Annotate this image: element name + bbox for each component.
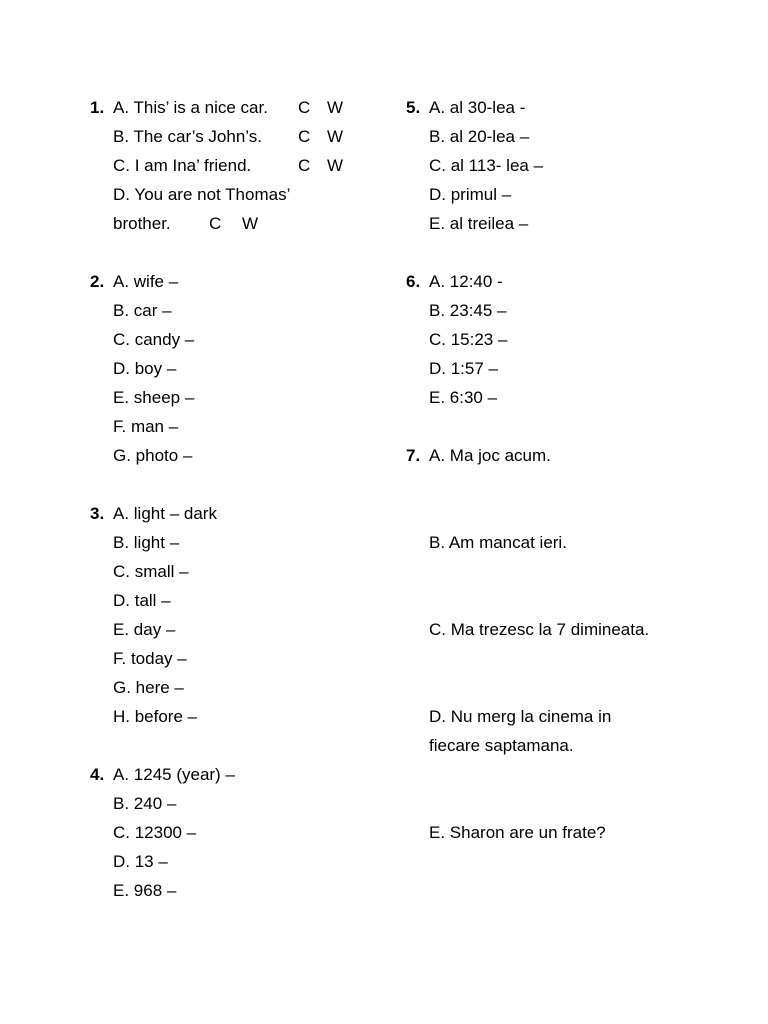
question-line xyxy=(113,151,390,180)
wrong-mark: W xyxy=(327,98,344,117)
question-line xyxy=(113,209,390,238)
spacer xyxy=(90,238,390,267)
sentence: B. The car’s John’s. xyxy=(113,127,262,146)
question-number: 2. xyxy=(90,272,105,291)
correct-mark: C xyxy=(298,156,311,175)
question-line: A. light – dark xyxy=(113,504,217,523)
question-lines xyxy=(429,267,746,412)
question-line: G. photo – xyxy=(113,446,193,465)
question-line: B. al 20-lea – xyxy=(429,127,530,146)
question-line: F. today – xyxy=(113,649,187,668)
spacer xyxy=(406,238,746,267)
question-line: C. al 113- lea – xyxy=(429,156,544,175)
sentence: brother. xyxy=(113,214,171,233)
question-line: B. car – xyxy=(113,301,172,320)
question-7 xyxy=(406,441,746,847)
spacer xyxy=(406,412,746,441)
correct-mark: C xyxy=(298,98,311,117)
wrong-mark: W xyxy=(242,214,259,233)
question-number: 4. xyxy=(90,765,105,784)
question-line: A. 12:40 - xyxy=(429,272,503,291)
question-lines xyxy=(113,499,390,731)
question-6 xyxy=(406,267,746,412)
spacer xyxy=(429,789,746,818)
question-line: E. Sharon are un frate? xyxy=(429,823,606,842)
question-number: 7. xyxy=(406,446,421,465)
question-line: C. small – xyxy=(113,562,189,581)
spacer xyxy=(429,557,746,586)
right-column xyxy=(406,93,746,847)
question-line: D. primul – xyxy=(429,185,512,204)
question-line: B. 23:45 – xyxy=(429,301,507,320)
question-line: E. sheep – xyxy=(113,388,195,407)
question-line: E. 968 – xyxy=(113,881,177,900)
question-lines xyxy=(429,93,746,238)
question-line: E. al treilea – xyxy=(429,214,529,233)
question-line: A. 1245 (year) – xyxy=(113,765,235,784)
question-line: fiecare saptamana. xyxy=(429,736,574,755)
correct-mark: C xyxy=(209,214,222,233)
question-line: C. Ma trezesc la 7 dimineata. xyxy=(429,620,650,639)
question-line: A. al 30-lea - xyxy=(429,98,526,117)
question-number: 5. xyxy=(406,98,421,117)
question-line: C. candy – xyxy=(113,330,195,349)
question-line: D. 1:57 – xyxy=(429,359,498,378)
question-number: 3. xyxy=(90,504,105,523)
question-4 xyxy=(90,760,390,905)
spacer xyxy=(90,731,390,760)
spacer xyxy=(429,470,746,499)
question-line: D. boy – xyxy=(113,359,177,378)
question-line: E. day – xyxy=(113,620,176,639)
left-column xyxy=(90,93,390,905)
question-line: D. Nu merg la cinema in xyxy=(429,707,612,726)
question-line: D. tall – xyxy=(113,591,171,610)
spacer xyxy=(90,470,390,499)
question-line: C. 15:23 – xyxy=(429,330,508,349)
question-number: 6. xyxy=(406,272,421,291)
question-line: F. man – xyxy=(113,417,179,436)
question-line xyxy=(113,180,390,209)
spacer xyxy=(429,673,746,702)
question-line xyxy=(113,93,390,122)
question-line: C. 12300 – xyxy=(113,823,197,842)
question-lines xyxy=(113,760,390,905)
sentence: D. You are not Thomas’ xyxy=(113,185,291,204)
question-lines xyxy=(113,267,390,470)
sentence: A. This’ is a nice car. xyxy=(113,98,268,117)
question-1 xyxy=(90,93,390,238)
question-line: A. Ma joc acum. xyxy=(429,446,551,465)
question-line xyxy=(113,122,390,151)
wrong-mark: W xyxy=(327,156,344,175)
question-3 xyxy=(90,499,390,731)
spacer xyxy=(429,644,746,673)
correct-mark: C xyxy=(298,127,311,146)
question-lines xyxy=(113,93,390,238)
question-line: H. before – xyxy=(113,707,198,726)
spacer xyxy=(429,760,746,789)
question-line: A. wife – xyxy=(113,272,179,291)
question-line: B. 240 – xyxy=(113,794,177,813)
question-5 xyxy=(406,93,746,238)
question-line: E. 6:30 – xyxy=(429,388,498,407)
spacer xyxy=(429,499,746,528)
question-line: B. Am mancat ieri. xyxy=(429,533,567,552)
question-number: 1. xyxy=(90,98,105,117)
question-line: G. here – xyxy=(113,678,184,697)
question-line: B. light – xyxy=(113,533,180,552)
question-lines xyxy=(429,441,746,847)
spacer xyxy=(429,586,746,615)
sentence: C. I am Ina’ friend. xyxy=(113,156,252,175)
question-line: D. 13 – xyxy=(113,852,168,871)
wrong-mark: W xyxy=(327,127,344,146)
question-2 xyxy=(90,267,390,470)
